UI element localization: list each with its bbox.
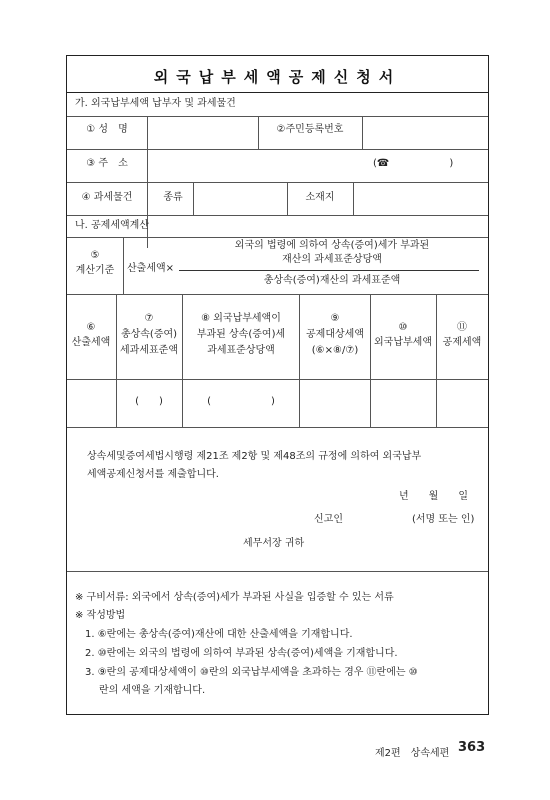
method-item-3-line-1: 3. ⑨란의 공제대상세액이 ⑩란의 외국납부세액을 초과하는 경우 ⑪란에는 ⑩	[85, 667, 418, 678]
col10-number: ⑩	[398, 322, 408, 333]
col7-line-2: 세과세표준액	[120, 345, 178, 356]
col7-value: ( )	[135, 396, 163, 407]
col9-line-2: (⑥×⑧/⑦)	[311, 345, 359, 356]
col8-line-3: 과세표준상당액	[207, 345, 275, 356]
footer-section: 제2편 상속세편	[375, 748, 450, 759]
numerator-line-2: 재산의 과세표준상당액	[282, 254, 382, 265]
form-frame	[66, 55, 489, 715]
col11-number: ⑪	[457, 322, 467, 333]
page-number: 363	[458, 740, 486, 755]
phone-field: (☎ )	[373, 158, 454, 169]
col11-label: 공제세액	[442, 337, 482, 348]
signature-field: (서명 또는 인)	[412, 514, 475, 525]
date-field: 년 월 일	[399, 491, 468, 502]
calc-lhs: 산출세액×	[127, 263, 175, 274]
method-item-3-line-2: 란의 세액을 기재합니다.	[99, 685, 206, 696]
col8-line-1: ⑧ 외국납부세액이	[201, 313, 281, 324]
col10-label: 외국납부세액	[374, 337, 432, 348]
fraction-bar	[179, 270, 479, 271]
id-label: ②주민등록번호	[276, 124, 344, 135]
denominator: 총상속(증여)재산의 과세표준액	[263, 275, 401, 286]
declaration-line-2: 세액공제신청서를 제출합니다.	[87, 469, 219, 480]
location-label: 소재지	[305, 192, 335, 203]
declaration-line-1: 상속세및증여세법시행령 제21조 제2항 및 제48조의 규정에 의하여 외국납부	[87, 451, 422, 462]
section-b-heading: 나. 공제세액계산	[75, 220, 149, 231]
form-title: 외국납부세액공제신청서	[153, 68, 402, 86]
applicant-label: 신고인	[314, 514, 343, 525]
recipient: 세무서장 귀하	[243, 538, 305, 549]
note-method: ※ 작성방법	[75, 610, 126, 621]
section-a-heading: 가. 외국납부세액 납부자 및 과세물건	[75, 98, 236, 109]
numerator-line-1: 외국의 법령에 의하여 상속(증여)세가 부과된	[234, 240, 430, 251]
col9-line-1: 공제대상세액	[306, 329, 364, 340]
col8-value: ( )	[207, 396, 275, 407]
note-documents: ※ 구비서류: 외국에서 상속(증여)세가 부과된 사실을 입증할 수 있는 서류	[75, 592, 394, 603]
name-label: ① 성 명	[86, 124, 128, 135]
col9-number: ⑨	[330, 313, 340, 324]
col6-label: 산출세액	[71, 337, 111, 348]
basis-label: 계산기준	[75, 265, 115, 276]
col7-line-1: 총상속(증여)	[120, 329, 178, 340]
col7-number: ⑦	[144, 313, 154, 324]
object-label: ④ 과세물건	[81, 192, 133, 203]
type-label: 종류	[163, 192, 183, 203]
method-item-2: 2. ⑩란에는 외국의 법령에 의하여 부과된 상속(증여)세액을 기재합니다.	[85, 648, 398, 659]
address-label: ③ 주 소	[86, 158, 128, 169]
basis-number: ⑤	[90, 250, 100, 261]
col6-number: ⑥	[86, 322, 96, 333]
method-item-1: 1. ⑥란에는 총상속(증여)재산에 대한 산출세액을 기재합니다.	[85, 629, 353, 640]
col8-line-2: 부과된 상속(증여)세	[196, 329, 286, 340]
title-divider	[67, 92, 488, 93]
